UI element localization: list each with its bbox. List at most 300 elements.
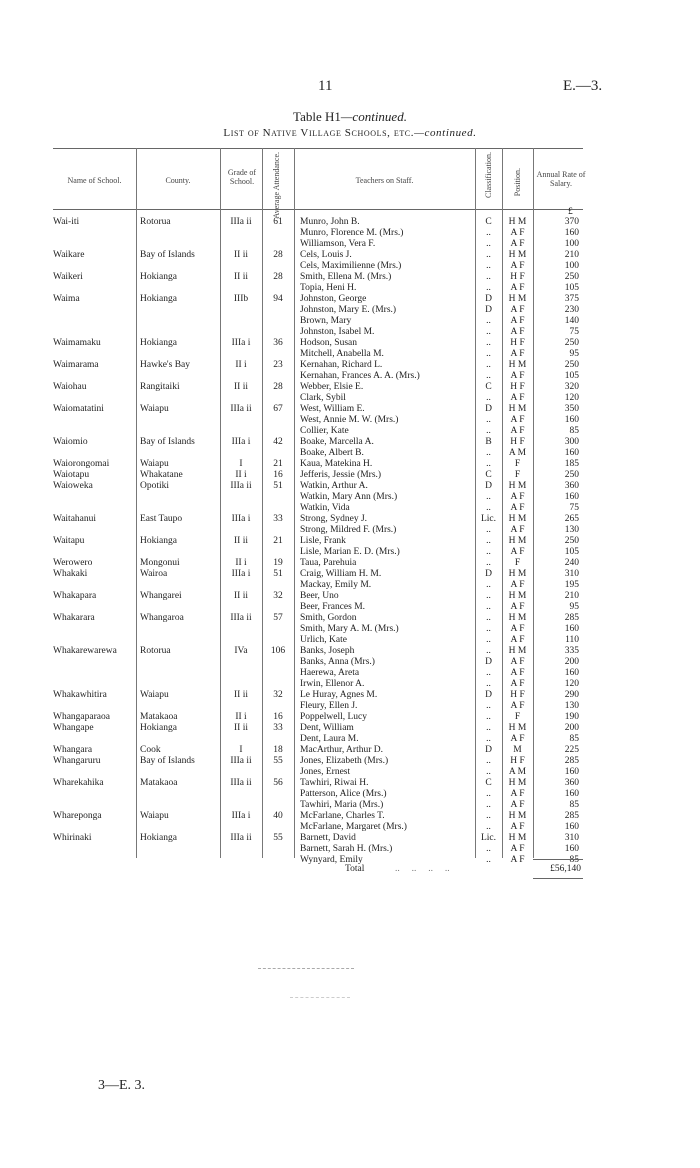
table-row bbox=[0, 382, 583, 393]
attendance-cell bbox=[262, 602, 294, 613]
attendance-cell: 55 bbox=[273, 833, 283, 843]
attendance-cell bbox=[262, 767, 294, 778]
classification-cell: .. bbox=[486, 701, 491, 711]
table-title-continued: —continued. bbox=[340, 109, 407, 124]
col-header-county: County. bbox=[165, 176, 191, 185]
grade-cell: IIIa i bbox=[231, 338, 251, 348]
position-cell: H M bbox=[508, 723, 527, 733]
attendance-cell: 56 bbox=[273, 778, 283, 788]
table-row bbox=[0, 492, 583, 503]
attendance-cell: 33 bbox=[273, 723, 283, 733]
table-row bbox=[0, 635, 583, 646]
attendance-cell bbox=[262, 822, 294, 833]
classification-cell: D bbox=[485, 294, 492, 304]
grade-cell: IVa bbox=[234, 646, 248, 656]
school-cell: Whakarara bbox=[53, 613, 95, 623]
position-cell: A F bbox=[510, 822, 525, 832]
classification-cell: .. bbox=[486, 613, 491, 623]
classification-cell: .. bbox=[486, 228, 491, 238]
salary-cell: 105 bbox=[564, 371, 579, 381]
table-row bbox=[0, 393, 583, 404]
teacher-cell: Collier, Kate bbox=[300, 426, 349, 436]
grade-cell bbox=[220, 822, 262, 833]
teacher-cell: Irwin, Ellenor A. bbox=[300, 679, 365, 689]
grade-cell bbox=[220, 800, 262, 811]
county-cell bbox=[136, 349, 220, 360]
attendance-cell: 55 bbox=[273, 756, 283, 766]
county-cell bbox=[136, 679, 220, 690]
teacher-cell: Smith, Ellena M. (Mrs.) bbox=[300, 272, 392, 282]
classification-cell: .. bbox=[486, 393, 491, 403]
position-cell: A F bbox=[510, 602, 525, 612]
grade-cell: II ii bbox=[234, 723, 248, 733]
position-cell: H M bbox=[508, 646, 527, 656]
school-cell: Wharekahika bbox=[53, 778, 104, 788]
salary-cell: 75 bbox=[569, 327, 579, 337]
table-row bbox=[0, 734, 583, 745]
classification-cell: C bbox=[485, 382, 492, 392]
salary-cell: 285 bbox=[564, 756, 579, 766]
position-cell: A F bbox=[510, 580, 525, 590]
table-row bbox=[0, 778, 583, 789]
county-cell bbox=[136, 624, 220, 635]
position-cell: A F bbox=[510, 547, 525, 557]
county-cell: Waiapu bbox=[140, 690, 169, 700]
position-cell: A F bbox=[510, 228, 525, 238]
teacher-cell: Clark, Sybil bbox=[300, 393, 346, 403]
attendance-cell bbox=[262, 415, 294, 426]
teacher-cell: Beer, Uno bbox=[300, 591, 339, 601]
grade-cell bbox=[220, 327, 262, 338]
county-cell: Hokianga bbox=[140, 833, 177, 843]
county-cell bbox=[136, 371, 220, 382]
position-cell: A F bbox=[510, 734, 525, 744]
attendance-cell: 16 bbox=[273, 470, 283, 480]
grade-cell bbox=[220, 789, 262, 800]
county-cell: Bay of Islands bbox=[140, 756, 195, 766]
school-cell: Waitahanui bbox=[53, 514, 97, 524]
attendance-cell: 28 bbox=[273, 272, 283, 282]
col-header-grade: Grade of School. bbox=[227, 168, 257, 186]
teacher-cell: Wynyard, Emily bbox=[300, 855, 363, 865]
teacher-cell: Mitchell, Anabella M. bbox=[300, 349, 384, 359]
salary-cell: 120 bbox=[564, 679, 579, 689]
classification-cell: .. bbox=[486, 756, 491, 766]
classification-cell: .. bbox=[486, 338, 491, 348]
position-cell: A F bbox=[510, 415, 525, 425]
col-header-salary: Annual Rate of Salary. bbox=[536, 170, 586, 188]
teacher-cell: Munro, John B. bbox=[300, 217, 360, 227]
county-cell bbox=[136, 305, 220, 316]
position-cell: H F bbox=[510, 338, 525, 348]
grade-cell bbox=[220, 580, 262, 591]
county-cell: Rotorua bbox=[140, 217, 171, 227]
classification-cell: .. bbox=[486, 360, 491, 370]
grade-cell bbox=[220, 701, 262, 712]
grade-cell bbox=[220, 349, 262, 360]
attendance-cell: 33 bbox=[273, 514, 283, 524]
county-cell bbox=[136, 668, 220, 679]
col-header-teachers: Teachers on Staff. bbox=[355, 176, 414, 185]
teacher-cell: Smith, Mary A. M. (Mrs.) bbox=[300, 624, 399, 634]
table-row bbox=[0, 371, 583, 382]
position-cell: A F bbox=[510, 800, 525, 810]
county-cell bbox=[136, 448, 220, 459]
school-cell bbox=[0, 261, 136, 272]
page-reference: E.—3. bbox=[563, 78, 603, 94]
grade-cell: IIIa i bbox=[231, 437, 251, 447]
teacher-cell: Smith, Gordon bbox=[300, 613, 357, 623]
grade-cell bbox=[220, 679, 262, 690]
teacher-cell: McFarlane, Margaret (Mrs.) bbox=[300, 822, 407, 832]
school-cell: Whakapara bbox=[53, 591, 97, 601]
position-cell: H M bbox=[508, 360, 527, 370]
classification-cell: C bbox=[485, 217, 492, 227]
county-cell: Matakaoa bbox=[140, 712, 178, 722]
attendance-cell: 16 bbox=[273, 712, 283, 722]
attendance-cell bbox=[262, 393, 294, 404]
grade-cell bbox=[220, 305, 262, 316]
salary-cell: 160 bbox=[564, 844, 579, 854]
county-cell bbox=[136, 789, 220, 800]
position-cell: H M bbox=[508, 404, 527, 414]
county-cell: Hokianga bbox=[140, 338, 177, 348]
attendance-cell: 28 bbox=[273, 250, 283, 260]
classification-cell: .. bbox=[486, 844, 491, 854]
position-cell: H F bbox=[510, 437, 525, 447]
table-row bbox=[0, 624, 583, 635]
teacher-cell: Urlich, Kate bbox=[300, 635, 347, 645]
position-cell: A F bbox=[510, 327, 525, 337]
grade-cell: II ii bbox=[234, 690, 248, 700]
position-cell: A F bbox=[510, 789, 525, 799]
attendance-cell bbox=[262, 239, 294, 250]
school-cell bbox=[0, 822, 136, 833]
attendance-cell bbox=[262, 679, 294, 690]
attendance-cell: 28 bbox=[273, 382, 283, 392]
classification-cell: .. bbox=[486, 789, 491, 799]
table-row bbox=[0, 657, 583, 668]
table-row bbox=[0, 591, 583, 602]
school-cell: Whakawhitira bbox=[53, 690, 107, 700]
table-title bbox=[0, 109, 700, 125]
teacher-cell: Jones, Elizabeth (Mrs.) bbox=[300, 756, 389, 766]
attendance-cell bbox=[262, 547, 294, 558]
classification-cell: .. bbox=[486, 624, 491, 634]
position-cell: A M bbox=[508, 767, 527, 777]
table-row bbox=[0, 602, 583, 613]
salary-cell: 95 bbox=[569, 602, 579, 612]
teacher-cell: Strong, Sydney J. bbox=[300, 514, 368, 524]
school-cell bbox=[0, 580, 136, 591]
school-cell bbox=[0, 492, 136, 503]
county-cell: East Taupo bbox=[140, 514, 183, 524]
attendance-cell bbox=[262, 371, 294, 382]
attendance-cell: 51 bbox=[273, 569, 283, 579]
classification-cell: .. bbox=[486, 349, 491, 359]
table-row bbox=[0, 800, 583, 811]
attendance-cell: 23 bbox=[273, 360, 283, 370]
teacher-cell: Dent, William bbox=[300, 723, 354, 733]
teacher-cell: Jefferis, Jessie (Mrs.) bbox=[300, 470, 382, 480]
county-cell bbox=[136, 844, 220, 855]
salary-cell: 360 bbox=[564, 778, 579, 788]
table-subtitle-continued: —continued. bbox=[414, 127, 477, 139]
school-cell: Whangaruru bbox=[53, 756, 101, 766]
table-row bbox=[0, 690, 583, 701]
position-cell: A F bbox=[510, 283, 525, 293]
county-cell bbox=[136, 657, 220, 668]
teacher-cell: Beer, Frances M. bbox=[300, 602, 366, 612]
teacher-cell: Fleury, Ellen J. bbox=[300, 701, 358, 711]
school-cell: Whangape bbox=[53, 723, 94, 733]
grade-cell: I bbox=[239, 745, 243, 755]
position-cell: A F bbox=[510, 393, 525, 403]
attendance-cell bbox=[262, 580, 294, 591]
page-number: 11 bbox=[318, 78, 333, 94]
salary-cell: 240 bbox=[564, 558, 579, 568]
salary-cell: 250 bbox=[564, 338, 579, 348]
school-cell: Wai-iti bbox=[53, 217, 80, 227]
teacher-cell: Lisle, Marian E. D. (Mrs.) bbox=[300, 547, 400, 557]
teacher-cell: Banks, Joseph bbox=[300, 646, 355, 656]
grade-cell: II i bbox=[235, 360, 247, 370]
footer-divider bbox=[258, 968, 354, 969]
table-row bbox=[0, 613, 583, 624]
attendance-cell bbox=[262, 800, 294, 811]
position-cell: H F bbox=[510, 690, 525, 700]
position-cell: A F bbox=[510, 316, 525, 326]
classification-cell: D bbox=[485, 404, 492, 414]
position-cell: F bbox=[514, 712, 521, 722]
table-row bbox=[0, 558, 583, 569]
salary-cell: 210 bbox=[564, 591, 579, 601]
classification-cell: .. bbox=[486, 327, 491, 337]
total-bottom-rule bbox=[533, 878, 583, 879]
classification-cell: .. bbox=[486, 459, 491, 469]
attendance-cell: 61 bbox=[273, 217, 283, 227]
school-cell: Whakaki bbox=[53, 569, 88, 579]
classification-cell: C bbox=[485, 778, 492, 788]
position-cell: H M bbox=[508, 536, 527, 546]
classification-cell: .. bbox=[486, 668, 491, 678]
table-row bbox=[0, 569, 583, 580]
school-cell bbox=[0, 679, 136, 690]
classification-cell: .. bbox=[486, 492, 491, 502]
school-cell bbox=[0, 767, 136, 778]
position-cell: A F bbox=[510, 349, 525, 359]
salary-cell: 105 bbox=[564, 547, 579, 557]
grade-cell bbox=[220, 448, 262, 459]
grade-cell: IIIa ii bbox=[230, 404, 252, 414]
classification-cell: .. bbox=[486, 646, 491, 656]
salary-cell: 85 bbox=[569, 734, 579, 744]
classification-cell: .. bbox=[486, 426, 491, 436]
position-cell: A F bbox=[510, 261, 525, 271]
school-cell: Waiohau bbox=[53, 382, 87, 392]
school-cell bbox=[0, 855, 136, 866]
table-row bbox=[0, 481, 583, 492]
school-cell bbox=[0, 701, 136, 712]
classification-cell: .. bbox=[486, 679, 491, 689]
school-cell bbox=[0, 602, 136, 613]
grade-cell bbox=[220, 426, 262, 437]
salary-cell: 85 bbox=[569, 426, 579, 436]
teacher-cell: Strong, Mildred F. (Mrs.) bbox=[300, 525, 397, 535]
county-cell: Waiapu bbox=[140, 811, 169, 821]
attendance-cell: 40 bbox=[273, 811, 283, 821]
classification-cell: .. bbox=[486, 635, 491, 645]
county-cell: Waiapu bbox=[140, 404, 169, 414]
total-label: Total bbox=[345, 864, 365, 874]
position-cell: A F bbox=[510, 844, 525, 854]
county-cell bbox=[136, 822, 220, 833]
county-cell: Whakatane bbox=[140, 470, 183, 480]
teacher-cell: Barnett, David bbox=[300, 833, 356, 843]
school-cell bbox=[0, 349, 136, 360]
salary-cell: 230 bbox=[564, 305, 579, 315]
teacher-cell: West, Annie M. W. (Mrs.) bbox=[300, 415, 399, 425]
salary-cell: 160 bbox=[564, 624, 579, 634]
col-header-attendance: Average Attendance. bbox=[272, 152, 281, 219]
position-cell: H M bbox=[508, 217, 527, 227]
position-cell: H F bbox=[510, 382, 525, 392]
table-row bbox=[0, 217, 583, 228]
table-row bbox=[0, 811, 583, 822]
attendance-cell bbox=[262, 305, 294, 316]
salary-cell: 160 bbox=[564, 228, 579, 238]
classification-cell: .. bbox=[486, 272, 491, 282]
county-cell: Hokianga bbox=[140, 723, 177, 733]
teacher-cell: Johnston, Mary E. (Mrs.) bbox=[300, 305, 397, 315]
col-header-position: Position. bbox=[513, 168, 522, 197]
grade-cell bbox=[220, 844, 262, 855]
total-leader: .. .. .. .. bbox=[395, 864, 450, 874]
position-cell: H M bbox=[508, 250, 527, 260]
attendance-cell bbox=[262, 228, 294, 239]
table-row bbox=[0, 327, 583, 338]
attendance-cell: 32 bbox=[273, 591, 283, 601]
classification-cell: .. bbox=[486, 734, 491, 744]
position-cell: F bbox=[514, 459, 521, 469]
grade-cell bbox=[220, 624, 262, 635]
salary-cell: 265 bbox=[564, 514, 579, 524]
county-cell bbox=[136, 261, 220, 272]
school-cell bbox=[0, 800, 136, 811]
table-row bbox=[0, 525, 583, 536]
table-row bbox=[0, 833, 583, 844]
county-cell bbox=[136, 228, 220, 239]
table-subtitle-text: List of Native Village Schools, etc. bbox=[223, 127, 415, 139]
grade-cell bbox=[220, 635, 262, 646]
county-cell: Hokianga bbox=[140, 536, 177, 546]
position-cell: A F bbox=[510, 701, 525, 711]
teacher-cell: Patterson, Alice (Mrs.) bbox=[300, 789, 387, 799]
salary-cell: 160 bbox=[564, 789, 579, 799]
salary-cell: 160 bbox=[564, 822, 579, 832]
table-row bbox=[0, 349, 583, 360]
grade-cell: IIIa ii bbox=[230, 756, 252, 766]
grade-cell bbox=[220, 767, 262, 778]
grade-cell: IIIa ii bbox=[230, 481, 252, 491]
classification-cell: Lic. bbox=[480, 514, 497, 524]
teacher-cell: Tawhiri, Riwai H. bbox=[300, 778, 369, 788]
table-title-name: Table H1 bbox=[293, 109, 341, 124]
grade-cell bbox=[220, 855, 262, 866]
position-cell: H M bbox=[508, 294, 527, 304]
classification-cell: .. bbox=[486, 283, 491, 293]
teacher-cell: MacArthur, Arthur D. bbox=[300, 745, 383, 755]
school-cell bbox=[0, 316, 136, 327]
attendance-cell bbox=[262, 327, 294, 338]
salary-cell: 250 bbox=[564, 470, 579, 480]
grade-cell: IIIa ii bbox=[230, 613, 252, 623]
county-cell: Hawke's Bay bbox=[140, 360, 190, 370]
attendance-cell bbox=[262, 503, 294, 514]
teacher-cell: Johnston, George bbox=[300, 294, 367, 304]
grade-cell bbox=[220, 371, 262, 382]
grade-cell bbox=[220, 668, 262, 679]
grade-cell bbox=[220, 525, 262, 536]
salary-cell: 195 bbox=[564, 580, 579, 590]
grade-cell bbox=[220, 415, 262, 426]
salary-cell: 160 bbox=[564, 492, 579, 502]
salary-cell: 285 bbox=[564, 613, 579, 623]
grade-cell: II i bbox=[235, 712, 247, 722]
classification-cell: .. bbox=[486, 591, 491, 601]
table-row bbox=[0, 415, 583, 426]
county-cell bbox=[136, 327, 220, 338]
county-cell: Whangaroa bbox=[140, 613, 184, 623]
attendance-cell bbox=[262, 844, 294, 855]
school-cell bbox=[0, 547, 136, 558]
salary-cell: 120 bbox=[564, 393, 579, 403]
table-row bbox=[0, 448, 583, 459]
position-cell: F bbox=[514, 558, 521, 568]
teacher-cell: Munro, Florence M. (Mrs.) bbox=[300, 228, 404, 238]
teacher-cell: Kernahan, Richard L. bbox=[300, 360, 383, 370]
table-row bbox=[0, 404, 583, 415]
currency-symbol: £ bbox=[568, 207, 573, 217]
classification-cell: .. bbox=[486, 767, 491, 777]
county-cell: Mongonui bbox=[140, 558, 180, 568]
classification-cell: .. bbox=[486, 580, 491, 590]
teacher-cell: Cels, Louis J. bbox=[300, 250, 352, 260]
salary-cell: 300 bbox=[564, 437, 579, 447]
position-cell: A F bbox=[510, 492, 525, 502]
classification-cell: .. bbox=[486, 723, 491, 733]
teacher-cell: Webber, Elsie E. bbox=[300, 382, 364, 392]
teacher-cell: Lisle, Frank bbox=[300, 536, 346, 546]
teacher-cell: Barnett, Sarah H. (Mrs.) bbox=[300, 844, 393, 854]
salary-cell: 160 bbox=[564, 668, 579, 678]
teacher-cell: West, William E. bbox=[300, 404, 365, 414]
school-cell bbox=[0, 305, 136, 316]
salary-cell: 210 bbox=[564, 250, 579, 260]
position-cell: A M bbox=[508, 448, 527, 458]
classification-cell: .. bbox=[486, 547, 491, 557]
salary-cell: 160 bbox=[564, 767, 579, 777]
school-cell: Whareponga bbox=[53, 811, 102, 821]
position-cell: A F bbox=[510, 503, 525, 513]
teacher-cell: Poppelwell, Lucy bbox=[300, 712, 368, 722]
table-row bbox=[0, 646, 583, 657]
school-cell bbox=[0, 448, 136, 459]
grade-cell bbox=[220, 602, 262, 613]
county-cell bbox=[136, 239, 220, 250]
salary-cell: 140 bbox=[564, 316, 579, 326]
salary-cell: 95 bbox=[569, 349, 579, 359]
